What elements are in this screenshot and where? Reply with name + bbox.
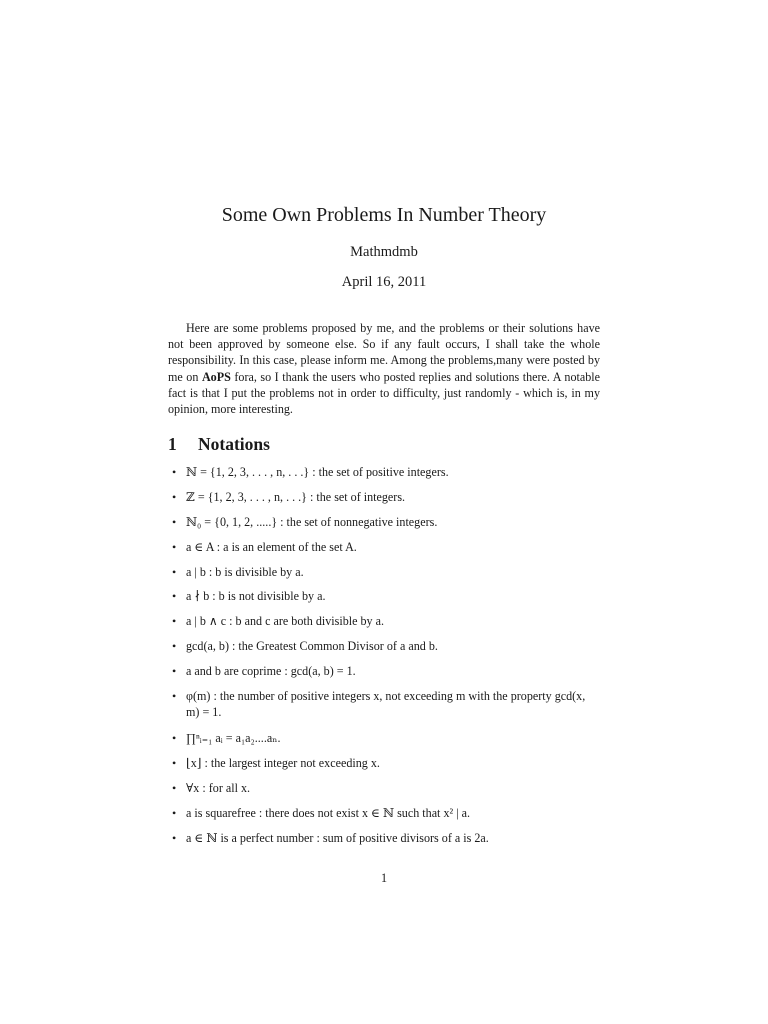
bullet-icon: •	[172, 664, 177, 679]
abstract-text-1: Here are some problems proposed by me, and the problems or their solutions have not been approved by someone else. So if any fault occurs, I shall take the whole responsibility. In this case, please inform me. Among the problems,many were posted by me on	[168, 321, 600, 384]
notation-item	[168, 688, 600, 720]
notation-item	[168, 564, 600, 580]
notation-text: a is squarefree : there does not exist x ∈ ℕ such that x² | a.	[186, 805, 470, 820]
bullet-icon: •	[172, 514, 177, 529]
notation-item	[168, 663, 600, 679]
bullet-icon: •	[172, 465, 177, 479]
notation-item	[168, 805, 600, 821]
page-number: 1	[380, 871, 388, 885]
bullet-icon: •	[172, 830, 177, 845]
notation-item	[168, 464, 600, 480]
notation-item	[168, 780, 600, 796]
publication-date: April 16, 2011	[341, 274, 427, 290]
notation-text: a ∤ b : b is not divisible by a.	[186, 589, 326, 604]
paper-title: Some Own Problems In Number Theory	[221, 204, 547, 226]
notation-text: a ∈ A : a is an element of the set A.	[186, 539, 357, 554]
notation-item	[168, 539, 600, 555]
bullet-icon: •	[172, 539, 177, 554]
notation-item	[168, 489, 600, 505]
notation-item	[168, 755, 600, 771]
bullet-icon: •	[172, 589, 177, 604]
notation-text: a | b ∧ c : b and c are both divisible by a.	[186, 614, 384, 629]
notation-text: ℕ₀ = {0, 1, 2, .....} : the set of nonnegative integers.	[186, 514, 438, 529]
bullet-icon: •	[172, 689, 177, 704]
notation-text: ∀x : for all x.	[186, 780, 251, 795]
abstract-paragraph	[168, 320, 600, 417]
bullet-icon: •	[172, 614, 177, 629]
author-name: Mathmdmb	[350, 244, 418, 260]
bullet-icon: •	[172, 780, 177, 795]
notation-text: a and b are coprime : gcd(a, b) = 1.	[186, 664, 356, 679]
notation-item	[168, 730, 600, 746]
bullet-icon: •	[172, 731, 177, 746]
notation-item	[168, 514, 600, 530]
bullet-icon: •	[172, 805, 177, 820]
abstract-text-2: fora, so I thank the users who posted replies and solutions there. A notable fact is that I put the problems not in order to difficulty, just randomly - which is, in my opinion, more interesting.	[168, 369, 600, 417]
notation-text: ∏ⁿᵢ₌₁ aᵢ = a₁a₂....aₙ.	[186, 731, 281, 746]
bullet-icon: •	[172, 564, 177, 579]
section-title: Notations	[198, 434, 270, 454]
notation-item	[168, 588, 600, 604]
notation-item	[168, 830, 600, 846]
notation-item	[168, 638, 600, 654]
notation-item	[168, 613, 600, 629]
notation-list	[168, 464, 600, 854]
aops-emphasis: AoPS	[201, 369, 231, 384]
bullet-icon: •	[172, 489, 177, 504]
bullet-icon: •	[172, 639, 177, 654]
notation-text: ℤ = {1, 2, 3, . . . , n, . . .} : the set of integers.	[186, 489, 406, 504]
notation-text: a ∈ ℕ is a perfect number : sum of positive divisors of a is 2a.	[186, 830, 489, 845]
section-number: 1	[168, 434, 177, 454]
notation-text: gcd(a, b) : the Greatest Common Divisor of a and b.	[186, 639, 438, 654]
section-heading	[168, 433, 270, 455]
notation-text: φ(m) : the number of positive integers x, not exceeding m with the property gcd(x, m) = 1.	[186, 689, 586, 720]
notation-text: ⌊x⌋ : the largest integer not exceeding x.	[186, 755, 380, 770]
notation-text: a | b : b is divisible by a.	[186, 564, 304, 579]
notation-text: ℕ = {1, 2, 3, . . . , n, . . .} : the set of positive integers.	[186, 465, 449, 479]
bullet-icon: •	[172, 755, 177, 770]
